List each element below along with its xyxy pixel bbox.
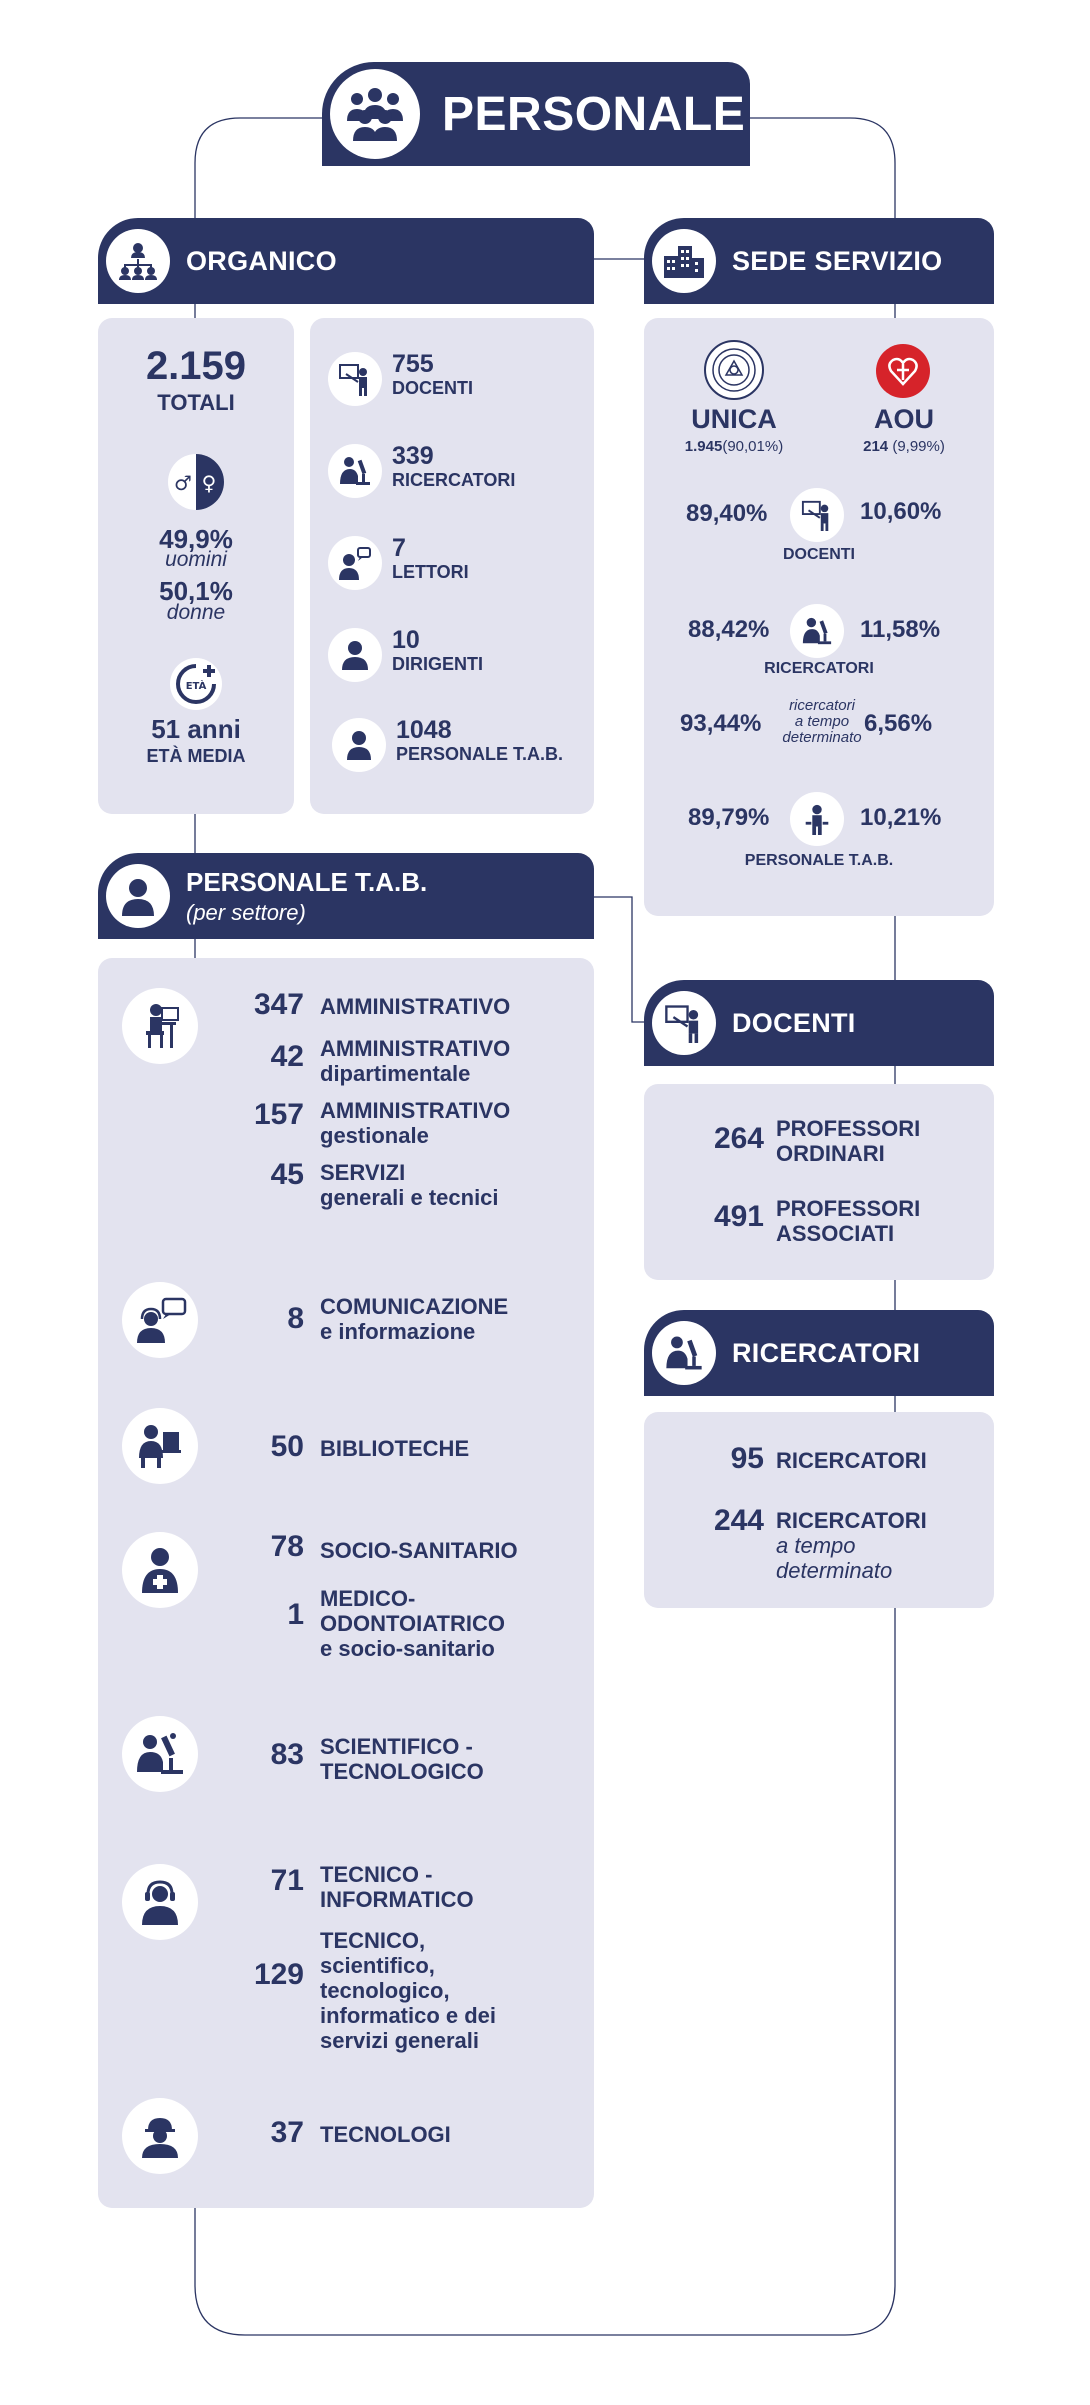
- comunicazione-label: [320, 1294, 508, 1344]
- amm-dipartimentale-number: 42: [270, 1040, 304, 1073]
- lecturer-icon: [328, 536, 382, 590]
- comunicazione-l2: e informazione: [320, 1319, 476, 1344]
- person-icon: [332, 718, 386, 772]
- tab-number: 1048: [396, 716, 452, 744]
- organico-title: ORGANICO: [186, 245, 337, 276]
- associati-label: [776, 1196, 920, 1246]
- medical-icon: [122, 1532, 198, 1608]
- tab-header-subtitle: (per settore): [186, 899, 306, 925]
- page-title: PERSONALE: [442, 87, 746, 141]
- people-group-icon: [330, 69, 420, 159]
- unica-seal-icon: [704, 340, 764, 400]
- rtd-l3: determinato: [776, 1558, 893, 1583]
- totale-number: 2.159: [145, 344, 247, 388]
- docenti-panel: [644, 1084, 994, 1280]
- ricercatori-label: RICERCATORI: [392, 470, 516, 490]
- sede-tab-aou-pct: 10,21%: [860, 804, 942, 831]
- title-banner: [322, 62, 750, 166]
- tecnico-servizi-l4: informatico e dei: [320, 2003, 497, 2028]
- sede-ricercatori-label: RICERCATORI: [764, 660, 874, 677]
- sede-rtd-aou-pct: 6,56%: [864, 710, 933, 737]
- amm-gestionale-l2: gestionale: [320, 1123, 429, 1148]
- sede-ricercatori-unica-pct: 88,42%: [688, 616, 770, 643]
- amm-dipartimentale-label: [320, 1036, 510, 1086]
- organico-row-ricercatori: [328, 442, 588, 502]
- unica-name: UNICA: [691, 404, 777, 434]
- researcher-icon: [328, 444, 382, 498]
- person-icon: [106, 864, 170, 928]
- medico-l1b: ODONTOIATRICO: [320, 1611, 505, 1636]
- servizi-number: 45: [270, 1158, 304, 1191]
- amm-gestionale-number: 157: [253, 1098, 304, 1131]
- uomini-pct: 49,9%: [159, 524, 233, 554]
- researcher-icon: [790, 604, 844, 658]
- ricercatori-header: [644, 1310, 994, 1396]
- ordinari-number: 264: [713, 1122, 764, 1155]
- organico-header: [98, 218, 594, 304]
- ricercatori-lbl: RICERCATORI: [776, 1448, 927, 1473]
- sede-docenti-unica-pct: 89,40%: [686, 500, 768, 527]
- amministrativo-number: 347: [253, 988, 304, 1021]
- scientifico-number: 83: [270, 1738, 304, 1771]
- docenti-number: 755: [392, 350, 434, 378]
- sede-panel: [644, 318, 994, 916]
- associati-l1: PROFESSORI: [776, 1196, 921, 1221]
- docenti-title: DOCENTI: [732, 1007, 856, 1038]
- sede-header: [644, 218, 994, 304]
- sede-ricercatori-aou-pct: 11,58%: [860, 616, 941, 643]
- associati-number: 491: [713, 1200, 764, 1233]
- tecnologi-label: TECNOLOGI: [320, 2122, 451, 2147]
- comunicazione-l1: COMUNICAZIONE: [320, 1294, 509, 1319]
- organico-row-tab: [328, 716, 588, 776]
- organico-summary-panel: [98, 318, 294, 814]
- unica-count: [664, 438, 804, 455]
- ordinari-l2: ORDINARI: [776, 1141, 885, 1166]
- tecnico-servizi-l5: servizi generali: [320, 2028, 479, 2053]
- microscope-icon: [122, 1716, 198, 1792]
- eta-label: ETÀ MEDIA: [146, 746, 246, 766]
- building-icon: [652, 229, 716, 293]
- sede-rtd-label: [772, 698, 872, 746]
- tab-panel: [98, 958, 594, 2208]
- person-icon: [790, 792, 844, 846]
- rtd-l2: a tempo: [776, 1533, 856, 1558]
- gender-icon: [168, 454, 224, 510]
- org-chart-icon: [106, 229, 170, 293]
- tecnico-informatico-l1b: INFORMATICO: [320, 1887, 474, 1912]
- sede-tab-label: PERSONALE T.A.B.: [744, 852, 894, 869]
- sede-rtd-unica-pct: 93,44%: [680, 710, 762, 737]
- lettori-number: 7: [392, 534, 406, 562]
- sede-rtd-label-1: ricercatori: [789, 697, 855, 714]
- tecnico-servizi-l3: tecnologico,: [320, 1978, 450, 2003]
- unica-pct: (90,01%): [722, 438, 784, 455]
- tecnico-informatico-l1: TECNICO -: [320, 1862, 433, 1887]
- aou-number: 214: [863, 438, 889, 455]
- scientifico-label: [320, 1734, 484, 1784]
- ricercatori-title: RICERCATORI: [732, 1337, 921, 1368]
- sede-rtd-label-3: determinato: [782, 729, 862, 746]
- docenti-header: [644, 980, 994, 1066]
- teacher-icon: [328, 352, 382, 406]
- servizi-l1: SERVIZI: [320, 1160, 406, 1185]
- rtd-label: [776, 1508, 927, 1583]
- tecnico-servizi-number: 129: [253, 1958, 304, 1991]
- medico-label: [320, 1586, 505, 1661]
- medico-l2: e socio-sanitario: [320, 1636, 495, 1661]
- organico-row-docenti: [328, 350, 588, 410]
- tecnico-informatico-number: 71: [270, 1864, 304, 1897]
- associati-l2: ASSOCIATI: [776, 1221, 895, 1246]
- comunicazione-number: 8: [287, 1302, 304, 1335]
- tecnico-servizi-l2: scientifico,: [320, 1953, 435, 1978]
- dirigenti-number: 10: [392, 626, 420, 654]
- medico-l1: MEDICO-: [320, 1586, 416, 1611]
- servizi-label: [320, 1160, 499, 1210]
- aou-name: AOU: [874, 404, 934, 434]
- tecnico-informatico-label: [320, 1862, 474, 1912]
- amm-gestionale-l1: AMMINISTRATIVO: [320, 1098, 511, 1123]
- hardhat-icon: [122, 2098, 198, 2174]
- rtd-number: 244: [713, 1504, 764, 1537]
- organico-row-dirigenti: [328, 626, 588, 686]
- eta-number: 51 anni: [151, 714, 241, 744]
- teacher-icon: [790, 488, 844, 542]
- tecnico-servizi-l1: TECNICO,: [320, 1928, 426, 1953]
- ordinari-label: [776, 1116, 920, 1166]
- amm-gestionale-label: [320, 1098, 510, 1148]
- ricercatori-number: 339: [392, 442, 434, 470]
- ordinari-l1: PROFESSORI: [776, 1116, 921, 1141]
- researcher-icon: [652, 1321, 716, 1385]
- scientifico-l1: SCIENTIFICO -: [320, 1734, 473, 1759]
- aou-logo-icon: [876, 344, 930, 398]
- office-worker-icon: [122, 988, 198, 1064]
- sede-docenti-aou-pct: 10,60%: [860, 498, 942, 525]
- sede-rtd-label-2: a tempo: [794, 713, 850, 730]
- svg-text:ETÀ: ETÀ: [185, 681, 207, 692]
- tecnico-servizi-label: [320, 1928, 496, 2053]
- organico-row-lettori: [328, 534, 588, 594]
- svg-text:♀: ♀: [201, 471, 217, 495]
- donne-label: donne: [166, 601, 226, 624]
- lettori-label: LETTORI: [392, 562, 469, 582]
- tab-label: PERSONALE T.A.B.: [396, 744, 564, 764]
- aou-count: [838, 438, 970, 455]
- teacher-icon: [652, 991, 716, 1055]
- ricercatori-panel: [644, 1412, 994, 1608]
- tecnologi-number: 37: [270, 2116, 304, 2149]
- unica-number: 1.945: [684, 438, 723, 455]
- library-icon: [122, 1408, 198, 1484]
- amministrativo-label: AMMINISTRATIVO: [320, 994, 511, 1019]
- sede-title: SEDE SERVIZIO: [732, 245, 943, 276]
- communication-icon: [122, 1282, 198, 1358]
- socio-sanitario-number: 78: [270, 1530, 304, 1563]
- aou-pct: (9,99%): [892, 438, 945, 455]
- donne-pct: 50,1%: [159, 576, 233, 606]
- sede-docenti-label: DOCENTI: [783, 546, 855, 563]
- rtd-l1: RICERCATORI: [776, 1508, 927, 1533]
- organico-roles-panel: [310, 318, 594, 814]
- age-icon: [170, 658, 222, 710]
- servizi-l2: generali e tecnici: [320, 1185, 499, 1210]
- socio-sanitario-label: SOCIO-SANITARIO: [320, 1538, 518, 1563]
- amm-dipartimentale-l1: AMMINISTRATIVO: [320, 1036, 511, 1061]
- uomini-label: uomini: [165, 548, 227, 571]
- manager-icon: [328, 628, 382, 682]
- medico-number: 1: [287, 1598, 304, 1631]
- docenti-label: DOCENTI: [392, 378, 473, 398]
- ricercatori-num: 95: [730, 1442, 764, 1475]
- headset-icon: [122, 1864, 198, 1940]
- scientifico-l1b: TECNOLOGICO: [320, 1759, 484, 1784]
- amm-dipartimentale-l2: dipartimentale: [320, 1061, 471, 1086]
- tab-header-title: PERSONALE T.A.B.: [186, 866, 428, 897]
- totale-label: TOTALI: [157, 390, 235, 415]
- svg-text:♂: ♂: [174, 471, 192, 495]
- tab-header: [98, 853, 594, 939]
- sede-tab-unica-pct: 89,79%: [688, 804, 770, 831]
- dirigenti-label: DIRIGENTI: [392, 654, 484, 674]
- biblioteche-label: BIBLIOTECHE: [320, 1436, 470, 1461]
- biblioteche-number: 50: [270, 1430, 304, 1463]
